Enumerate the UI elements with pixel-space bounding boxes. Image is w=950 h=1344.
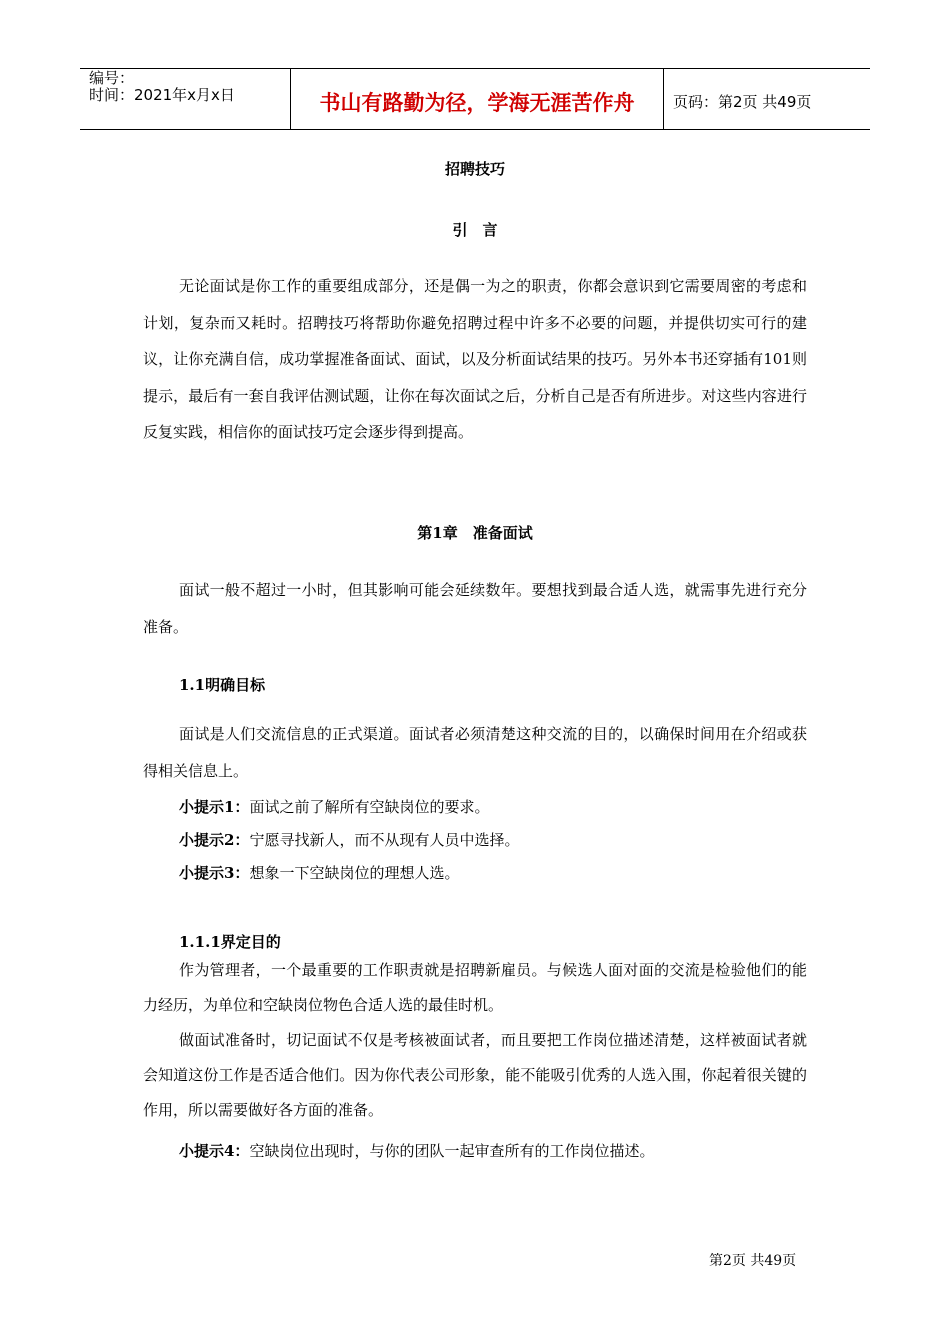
intro-heading: 引 言	[452, 221, 498, 239]
tip-item	[179, 1141, 654, 1161]
header-motto: 书山有路勤为径，学海无涯苦作舟	[291, 69, 664, 129]
header-meta	[80, 69, 291, 129]
tip-label: 小提示3：	[179, 864, 250, 882]
doc-time-label: 时间：2021年x月x日	[89, 86, 235, 104]
tip-label: 小提示2：	[179, 831, 250, 849]
tip-text: 空缺岗位出现时，与你的团队一起审查所有的工作岗位描述。	[249, 1142, 655, 1160]
tip-label: 小提示4：	[179, 1142, 250, 1160]
tip-item	[179, 863, 459, 883]
tip-text: 想象一下空缺岗位的理想人选。	[249, 864, 460, 882]
section-1-1-paragraph: 面试是人们交流信息的正式渠道。面试者必须清楚这种交流的目的，以确保时间用在介绍或获得相关信息上。	[143, 725, 807, 780]
chapter-paragraph: 面试一般不超过一小时，但其影响可能会延续数年。要想找到最合适人选，就需事先进行充分准备。	[143, 581, 807, 636]
tip-label: 小提示1：	[179, 798, 250, 816]
tip-item	[179, 797, 489, 817]
tip-text: 面试之前了解所有空缺岗位的要求。	[249, 798, 490, 816]
tip-text: 宁愿寻找新人，而不从现有人员中选择。	[249, 831, 520, 849]
section-heading-1-1: 1.1明确目标	[179, 676, 266, 694]
tip-item	[179, 830, 519, 850]
page-footer: 第2页 共49页	[709, 1253, 797, 1269]
chapter-heading: 第1章 准备面试	[417, 524, 533, 542]
document-title: 招聘技巧	[444, 160, 505, 178]
section-1-1-1-paragraph-2: 做面试准备时，切记面试不仅是考核被面试者，而且要把工作岗位描述清楚，这样被面试者就会知道这份工作是否适合他们。因为你代表公司形象，能不能吸引优秀的人选入围，你起着很关键的作用，所以需要做好各方面的准备。	[143, 1031, 807, 1119]
section-heading-1-1-1: 1.1.1界定目的	[179, 933, 281, 951]
intro-paragraph: 无论面试是你工作的重要组成部分，还是偶一为之的职责，你都会意识到它需要周密的考虑和计划，复杂而又耗时。招聘技巧将帮助你避免招聘过程中许多不必要的问题，并提供切实可行的建议，让你充满自信，成功掌握准备面试、面试，以及分析面试结果的技巧。另外本书还穿插有101则提示，最后有一套自我评估测试题，让你在每次面试之后，分析自己是否有所进步。对这些内容进行反复实践，相信你的面试技巧定会逐步得到提高。	[143, 277, 807, 441]
doc-number-label: 编号：	[89, 69, 135, 87]
header-page-code: 页码：第2页 共49页	[673, 92, 812, 111]
page-header	[80, 68, 870, 130]
section-1-1-1-paragraph-1: 作为管理者，一个最重要的工作职责就是招聘新雇员。与候选人面对面的交流是检验他们的能力经历，为单位和空缺岗位物色合适人选的最佳时机。	[143, 961, 807, 1014]
